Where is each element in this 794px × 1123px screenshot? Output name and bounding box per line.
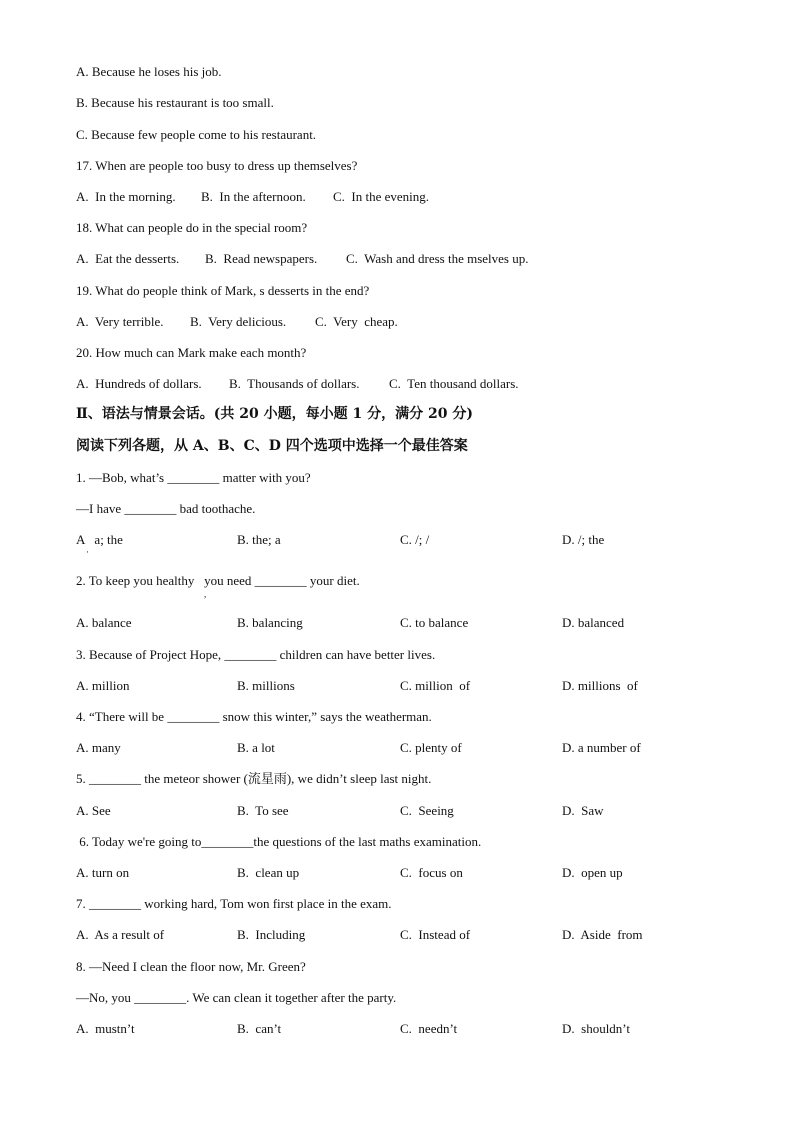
g4-option-a: A. many bbox=[76, 740, 121, 755]
g8-option-c: C. needn’t bbox=[400, 1021, 458, 1036]
g6-option-a: A. turn on bbox=[76, 865, 130, 880]
q20-option-b: B. Thousands of dollars. bbox=[229, 376, 360, 391]
g1-option-d: D. /; the bbox=[562, 532, 605, 547]
g1-option-c: C. /; / bbox=[400, 532, 430, 547]
g5-option-c: C. Seeing bbox=[400, 803, 454, 818]
g5-stem: 5. ________ the meteor shower (流星雨), we didn’t sleep last night. bbox=[76, 771, 432, 786]
g7-option-a: A. As a result of bbox=[76, 927, 165, 942]
g1-option-b: B. the; a bbox=[237, 532, 281, 547]
q16-option-b: B. Because his restaurant is too small. bbox=[76, 95, 274, 110]
q16-option-c: C. Because few people come to his restaurant. bbox=[76, 127, 317, 142]
g6-option-c: C. focus on bbox=[400, 865, 463, 880]
g6-option-b: B. clean up bbox=[237, 865, 300, 880]
stray-dot-mark: · bbox=[86, 547, 89, 557]
g1-stem-reply: —I have ________ bad toothache. bbox=[76, 501, 256, 516]
g4-stem: 4. “There will be ________ snow this winter,” says the weatherman. bbox=[76, 709, 432, 724]
g8-option-b: B. can’t bbox=[237, 1021, 282, 1036]
q18-option-a: A. Eat the desserts. bbox=[76, 251, 180, 266]
q19-option-b: B. Very delicious. bbox=[190, 314, 287, 329]
g5-option-d: D. Saw bbox=[562, 803, 604, 818]
g2-stem: 2. To keep you healthy you need ________ your diet. bbox=[76, 573, 360, 588]
g8-option-d: D. shouldn’t bbox=[562, 1021, 631, 1036]
q17-option-a: A. In the morning. bbox=[76, 189, 176, 204]
g8-stem-reply: —No, you ________. We can clean it together after the party. bbox=[76, 990, 397, 1005]
g2-option-d: D. balanced bbox=[562, 615, 625, 630]
q19-option-a: A. Very terrible. bbox=[76, 314, 164, 329]
g7-option-d: D. Aside from bbox=[562, 927, 643, 942]
q17-stem: 17. When are people too busy to dress up themselves? bbox=[76, 158, 358, 173]
q17-option-c: C. In the evening. bbox=[333, 189, 430, 204]
q20-stem: 20. How much can Mark make each month? bbox=[76, 345, 307, 360]
q19-option-c: C. Very cheap. bbox=[315, 314, 398, 329]
g7-option-c: C. Instead of bbox=[400, 927, 471, 942]
stray-comma-mark: , bbox=[204, 589, 207, 599]
g8-stem: 8. —Need I clean the floor now, Mr. Green? bbox=[76, 959, 306, 974]
g6-stem: 6. Today we're going to________the questions of the last maths examination. bbox=[76, 834, 482, 849]
q17-option-b: B. In the afternoon. bbox=[201, 189, 306, 204]
g5-option-b: B. To see bbox=[237, 803, 289, 818]
g7-option-b: B. Including bbox=[237, 927, 306, 942]
g1-option-a: A a; the bbox=[76, 532, 123, 547]
section-title: Ⅱ、语法与情景会话。(共 20 小题，每小题 1 分，满分 20 分) bbox=[76, 406, 473, 422]
g4-option-d: D. a number of bbox=[562, 740, 641, 755]
q19-stem: 19. What do people think of Mark, s desserts in the end? bbox=[76, 283, 370, 298]
section-instruction: 阅读下列各题，从 A、B、C、D 四个选项中选择一个最佳答案 bbox=[76, 438, 468, 454]
q18-stem: 18. What can people do in the special room? bbox=[76, 220, 308, 235]
q16-option-a: A. Because he loses his job. bbox=[76, 64, 222, 79]
q20-option-a: A. Hundreds of dollars. bbox=[76, 376, 202, 391]
g2-option-c: C. to balance bbox=[400, 615, 469, 630]
g6-option-d: D. open up bbox=[562, 865, 623, 880]
q18-option-c: C. Wash and dress the mselves up. bbox=[346, 251, 529, 266]
g4-option-b: B. a lot bbox=[237, 740, 275, 755]
g3-option-b: B. millions bbox=[237, 678, 295, 693]
g3-option-a: A. million bbox=[76, 678, 130, 693]
g3-option-c: C. million of bbox=[400, 678, 471, 693]
g8-option-a: A. mustn’t bbox=[76, 1021, 135, 1036]
q20-option-c: C. Ten thousand dollars. bbox=[389, 376, 519, 391]
q18-option-b: B. Read newspapers. bbox=[205, 251, 318, 266]
g5-option-a: A. See bbox=[76, 803, 111, 818]
g3-option-d: D. millions of bbox=[562, 678, 638, 693]
g3-stem: 3. Because of Project Hope, ________ children can have better lives. bbox=[76, 647, 436, 662]
g7-stem: 7. ________ working hard, Tom won first place in the exam. bbox=[76, 896, 392, 911]
g2-option-a: A. balance bbox=[76, 615, 132, 630]
g1-stem: 1. —Bob, what’s ________ matter with you? bbox=[76, 470, 311, 485]
g4-option-c: C. plenty of bbox=[400, 740, 462, 755]
g2-option-b: B. balancing bbox=[237, 615, 303, 630]
